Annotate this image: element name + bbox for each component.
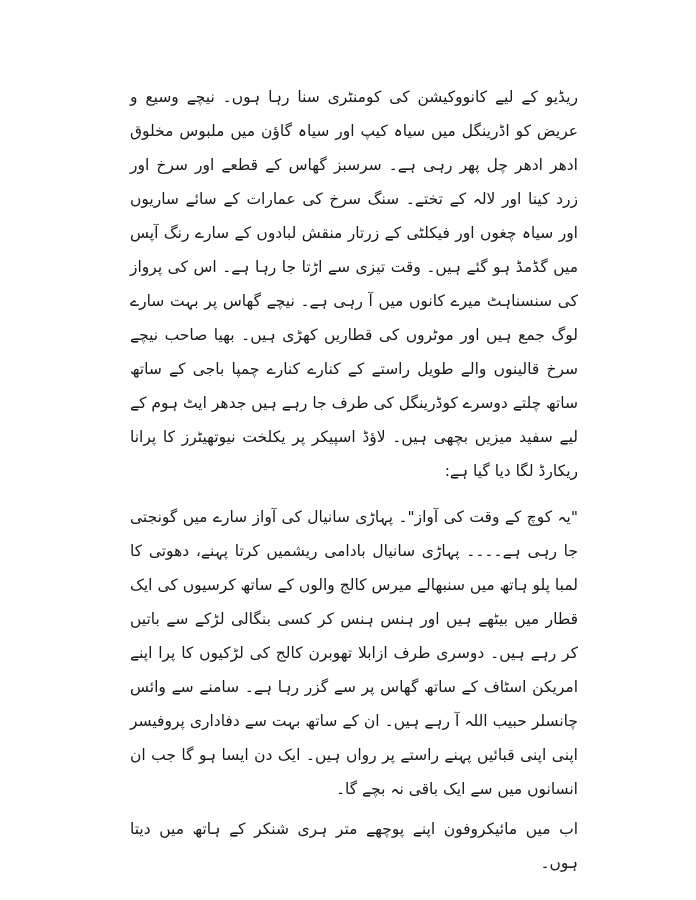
paragraph-song: "یہ کوچ کے وقت کی آواز"۔ پہاڑی سانیال کی آواز سارے میں گونجتی جا رہی ہے۔۔۔۔ پہاڑی سانیال بادامی ریشمیں کرتا پہنے، دھوتی کا لمبا پلو ہاتھ میں سنبھالے میرس کالج والوں کے ساتھ کرسیوں کی ایک قطار میں بیٹھے ہیں اور ہنس ہنس کر کسی بنگالی لڑکے سے باتیں کر رہے ہیں۔ دوسری طرف ازابلا تھوبرن کالج کی لڑکیوں کا پرا اپنے امریکن اسٹاف کے ساتھ گھاس پر سے گزر رہا ہے۔ سامنے سے وائس چانسلر حبیب اللہ آ رہے ہیں۔ ان کے ساتھ بہت سے دفاداری پروفیسر اپنی اپنی قبائیں پہنے راستے پر رواں ہیں۔ ایک دن ایسا ہو گا جب ان انسانوں میں سے ایک باقی نہ بچے گا۔ bbox=[130, 508, 578, 798]
paragraph-handover: اب میں مائیکروفون اپنے پوچھے متر ہری شنکر کے ہاتھ میں دیتا ہوں۔ bbox=[130, 820, 578, 872]
paragraph-convocation: ریڈیو کے لیے کانووکیشن کی کومنٹری سنا رہا ہوں۔ نیچے وسیع و عریض کو اڈرینگل میں سیاہ کیپ اور سیاہ گاؤن میں ملبوس مخلوق ادھر ادھر چل پھر رہی ہے۔ سرسبز گھاس کے قطعے اور سرخ اور زرد کینا اور لالہ کے تختے۔ سنگ سرخ کی عمارات کے سائے ساریوں اور سیاہ چغوں اور فیکلٹی کے زرتار منقش لبادوں کے سارے رنگ آپس میں گڈمڈ ہو گئے ہیں۔ وقت تیزی سے اڑتا جا رہا ہے۔ اس کی پرواز کی سنسناہٹ میرے کانوں میں آ رہی ہے۔ نیچے گھاس پر بہت سارے لوگ جمع ہیں اور موٹروں کی قطاریں کھڑی ہیں۔ بھیا صاحب نیچے سرخ قالینوں والے طویل راستے کے کنارے کنارے چمپا باجی کے ساتھ ساتھ چلتے دوسرے کوڈرینگل کی طرف جا رہے ہیں جدھر ایٹ ہوم کے لیے سفید میزیں بچھی ہیں۔ لاؤڈ اسپیکر پر یکلخت نیوتھیٹرز کا پرانا ریکارڈ لگا دیا گیا ہے: bbox=[130, 88, 578, 480]
urdu-text-block bbox=[130, 80, 578, 880]
